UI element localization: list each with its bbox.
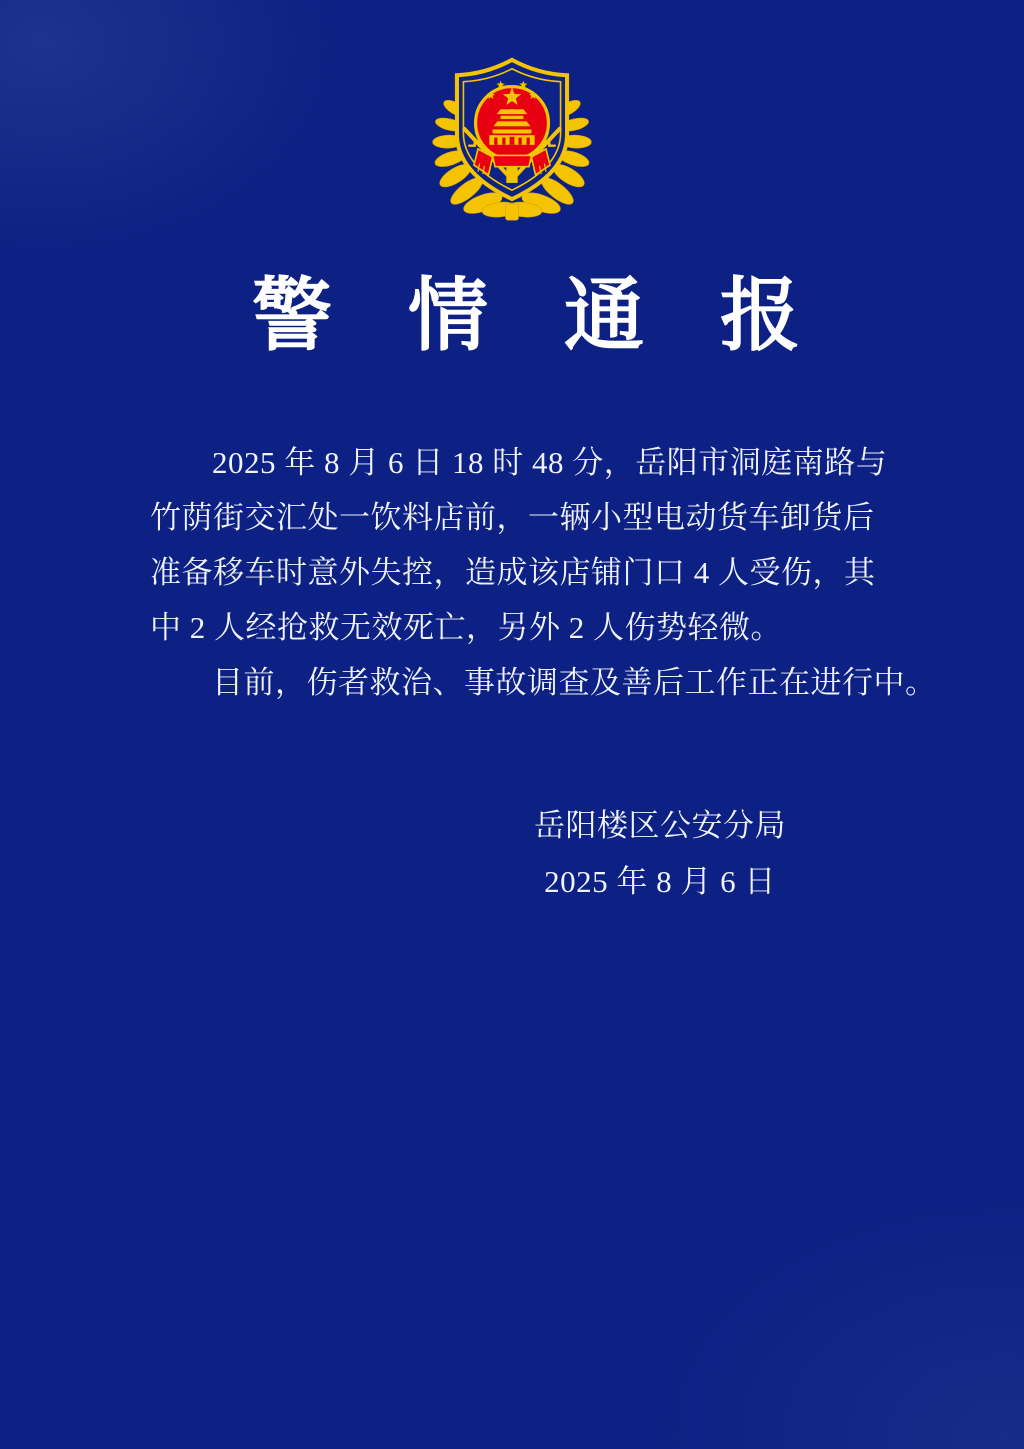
- issuer-name: 岳阳楼区公安分局: [534, 808, 786, 843]
- notice-body: [150, 435, 950, 710]
- notice-title: 警 情 通 报: [252, 273, 828, 361]
- police-badge-icon: [427, 55, 597, 225]
- body-line-5: 目前，伤者救治、事故调查及善后工作正在进行中。: [212, 665, 937, 700]
- body-line-2: 竹荫街交汇处一饮料店前，一辆小型电动货车卸货后: [150, 500, 875, 535]
- body-line-3: 准备移车时意外失控，造成该店铺门口 4 人受伤，其: [150, 555, 876, 590]
- body-line-4: 中 2 人经抢救无效死亡，另外 2 人伤势轻微。: [150, 610, 782, 645]
- signature-block: [460, 798, 860, 910]
- issue-date: 2025 年 8 月 6 日: [544, 864, 776, 899]
- body-line-1: 2025 年 8 月 6 日 18 时 48 分，岳阳市洞庭南路与: [212, 445, 888, 480]
